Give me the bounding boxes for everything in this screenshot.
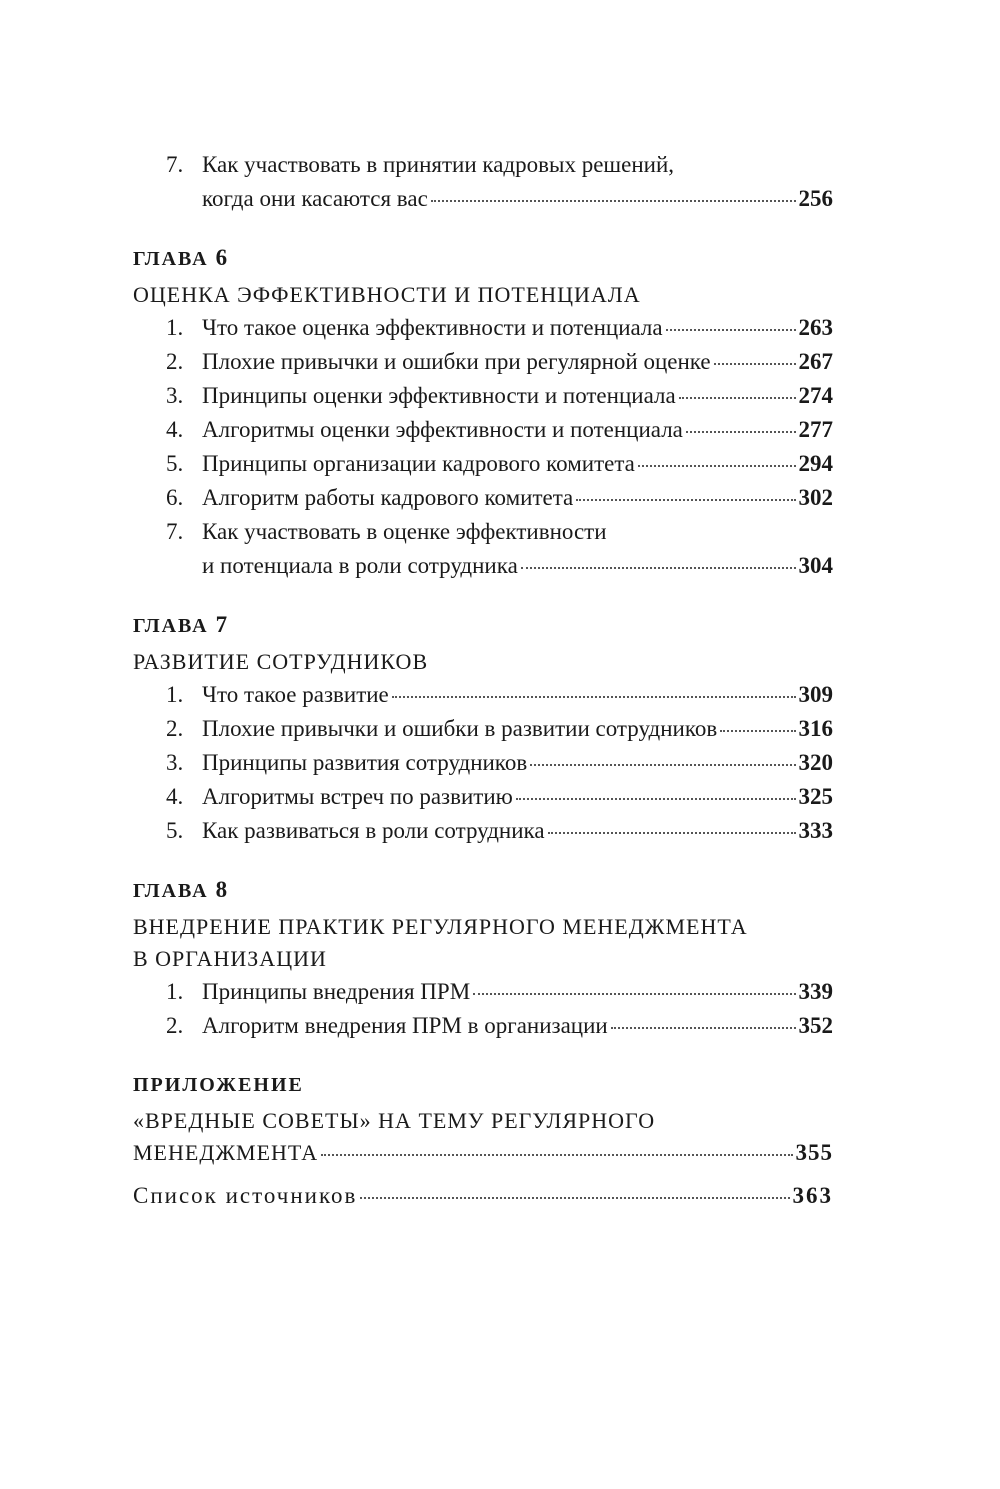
toc-entry	[133, 515, 833, 583]
page-number: 274	[798, 383, 833, 408]
appendix-title	[133, 1105, 833, 1169]
dot-leader	[714, 361, 796, 365]
toc-entry	[133, 678, 833, 712]
chapter-title-line: ОЦЕНКА ЭФФЕКТИВНОСТИ И ПОТЕНЦИАЛА	[133, 282, 641, 307]
page-number: 277	[798, 417, 833, 442]
chapter-title	[133, 911, 833, 975]
page-number: 267	[798, 349, 833, 374]
toc-entry	[133, 413, 833, 447]
table-of-contents	[133, 148, 833, 1213]
entry-number: 4.	[166, 784, 184, 809]
dot-leader	[666, 327, 796, 331]
entry-title-line: Принципы развития сотрудников	[202, 750, 528, 775]
page-number: 320	[798, 750, 833, 775]
chapter-title	[133, 646, 833, 678]
entry-title-line: Принципы внедрения ПРМ	[202, 979, 471, 1004]
dot-leader	[720, 728, 795, 732]
entry-title-line: Что такое развитие	[202, 682, 389, 707]
entry-title-line: Алгоритмы встреч по развитию	[202, 784, 513, 809]
entry-title-line: Что такое оценка эффективности и потенциала	[202, 315, 663, 340]
entry-number: 7.	[166, 519, 184, 544]
dot-leader	[521, 565, 796, 569]
entry-number: 1.	[166, 682, 184, 707]
toc-entry	[133, 1009, 833, 1043]
toc-entry	[133, 447, 833, 481]
entry-number: 7.	[166, 152, 184, 177]
entry-number: 5.	[166, 451, 184, 476]
page-number: 333	[798, 818, 833, 843]
chapter-title	[133, 279, 833, 311]
entry-title-line: Плохие привычки и ошибки в развитии сотрудников	[202, 716, 718, 741]
entry-title-line: и потенциала в роли сотрудника	[202, 553, 518, 578]
page-number: 263	[798, 315, 833, 340]
toc-entry-top	[133, 148, 833, 216]
page-number: 355	[795, 1140, 833, 1165]
toc-entry	[133, 481, 833, 515]
page-number: 302	[798, 485, 833, 510]
dot-leader	[321, 1152, 792, 1156]
entry-title-line: когда они касаются вас	[202, 186, 428, 211]
chapter-number: 6	[215, 245, 230, 270]
entry-title-line: Как развиваться в роли сотрудника	[202, 818, 545, 843]
page-number: 339	[798, 979, 833, 1004]
chapter-label-text: ГЛАВА	[133, 615, 209, 637]
entry-number: 6.	[166, 485, 184, 510]
dot-leader	[679, 395, 796, 399]
entry-number: 4.	[166, 417, 184, 442]
entry-number: 3.	[166, 750, 184, 775]
entry-number: 2.	[166, 349, 184, 374]
page-number: 325	[798, 784, 833, 809]
sources-entry	[133, 1179, 833, 1213]
entry-number: 1.	[166, 315, 184, 340]
chapter-label	[133, 876, 833, 905]
page-number: 316	[798, 716, 833, 741]
chapter-number: 7	[215, 612, 230, 637]
appendix-title-line: МЕНЕДЖМЕНТА	[133, 1140, 319, 1165]
toc-entry	[133, 814, 833, 848]
entry-title-line: Принципы оценки эффективности и потенциала	[202, 383, 676, 408]
chapter-title-line: ВНЕДРЕНИЕ ПРАКТИК РЕГУЛЯРНОГО МЕНЕДЖМЕНТА	[133, 914, 748, 939]
dot-leader	[431, 198, 796, 202]
toc-entry	[133, 712, 833, 746]
page-number: 304	[798, 553, 833, 578]
page-number: 352	[798, 1013, 833, 1038]
toc-entry	[133, 311, 833, 345]
sources-label: Список источников	[133, 1183, 358, 1208]
dot-leader	[686, 429, 796, 433]
appendix-title-line: «ВРЕДНЫЕ СОВЕТЫ» НА ТЕМУ РЕГУЛЯРНОГО	[133, 1108, 656, 1133]
entry-title-line: Плохие привычки и ошибки при регулярной оценке	[202, 349, 711, 374]
entry-number: 1.	[166, 979, 184, 1004]
dot-leader	[548, 830, 796, 834]
page-number: 256	[798, 186, 833, 211]
page-number: 309	[798, 682, 833, 707]
entry-title-line: Как участвовать в принятии кадровых решений,	[202, 152, 675, 177]
page-number: 294	[798, 451, 833, 476]
entry-number: 5.	[166, 818, 184, 843]
dot-leader	[473, 991, 795, 995]
toc-entry	[133, 345, 833, 379]
dot-leader	[576, 497, 795, 501]
chapters-list	[133, 244, 833, 1043]
chapter-number: 8	[215, 877, 230, 902]
chapter-label	[133, 611, 833, 640]
dot-leader	[392, 694, 796, 698]
chapter-title-line: РАЗВИТИЕ СОТРУДНИКОВ	[133, 649, 429, 674]
entry-number: 2.	[166, 716, 184, 741]
toc-entry	[133, 746, 833, 780]
page-number: 363	[792, 1183, 833, 1208]
appendix-label: ПРИЛОЖЕНИЕ	[133, 1074, 304, 1096]
toc-entry	[133, 780, 833, 814]
toc-entry	[133, 975, 833, 1009]
dot-leader	[530, 762, 795, 766]
entry-title-line: Принципы организации кадрового комитета	[202, 451, 635, 476]
dot-leader	[516, 796, 796, 800]
toc-entry	[133, 379, 833, 413]
chapter-label-text: ГЛАВА	[133, 880, 209, 902]
entry-title-line: Алгоритм работы кадрового комитета	[202, 485, 574, 510]
dot-leader	[611, 1025, 796, 1029]
entry-number: 3.	[166, 383, 184, 408]
entry-number: 2.	[166, 1013, 184, 1038]
dot-leader	[638, 463, 796, 467]
entry-title-line: Как участвовать в оценке эффективности	[202, 519, 607, 544]
dot-leader	[360, 1195, 789, 1199]
entry-title-line: Алгоритмы оценки эффективности и потенциала	[202, 417, 683, 442]
chapter-label-text: ГЛАВА	[133, 248, 209, 270]
entry-title-line: Алгоритм внедрения ПРМ в организации	[202, 1013, 608, 1038]
chapter-label	[133, 244, 833, 273]
chapter-title-line: В ОРГАНИЗАЦИИ	[133, 946, 327, 971]
